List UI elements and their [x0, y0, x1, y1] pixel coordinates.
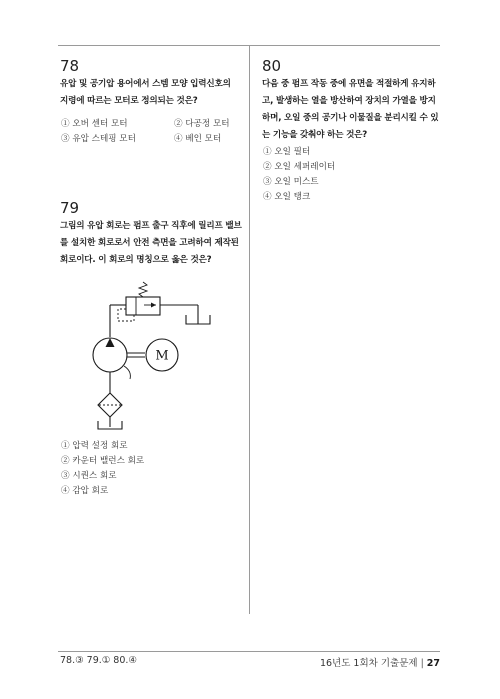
q79-option-1[interactable]: ① 압력 설정 회로 [61, 441, 128, 451]
filter-icon [98, 393, 122, 417]
q80-option-1[interactable]: ① 오일 필터 [263, 147, 311, 157]
q78-option-3[interactable]: ③ 유압 스테핑 모터 [61, 134, 136, 144]
q80-option-3[interactable]: ③ 오일 미스트 [263, 177, 319, 187]
relief-valve-body [126, 297, 160, 315]
page-footer [320, 655, 440, 669]
q80-number: 80 [262, 57, 282, 75]
page-number: 27 [426, 658, 440, 669]
column-divider [249, 46, 250, 614]
q78-option-2[interactable]: ② 다공정 모터 [174, 119, 230, 129]
q78-option-1[interactable]: ① 오버 센터 모터 [61, 119, 128, 129]
motor-label: M [155, 348, 169, 364]
hydraulic-circuit-diagram [60, 275, 230, 433]
q80-option-2[interactable]: ② 오일 세퍼레이터 [263, 162, 336, 172]
footer-separator: | [420, 658, 424, 669]
q79-stem: 그림의 유압 회로는 펌프 출구 직후에 릴리프 밸브를 설치한 회로로서 안전 측면을 고려하여 제작된 회로이다. 이 회로의 명칭으로 옳은 것은? [60, 221, 242, 265]
q78-option-4[interactable]: ④ 베인 모터 [174, 134, 222, 144]
q78-stem: 유압 및 공기압 용어에서 스템 모양 입력신호의 지령에 따르는 모터로 정의되는 것은? [60, 79, 231, 106]
q79-option-2[interactable]: ② 카운터 밸런스 회로 [61, 456, 145, 466]
q79-option-4[interactable]: ④ 감압 회로 [61, 486, 109, 496]
spring-icon [139, 282, 147, 297]
q78-number: 78 [60, 57, 80, 75]
section-title: 16년도 1회차 기출문제 [319, 658, 418, 669]
bottom-rule [58, 651, 440, 652]
q80-option-4[interactable]: ④ 오일 탱크 [263, 192, 311, 202]
q79-number: 79 [60, 199, 80, 217]
answer-key: 78.③ 79.① 80.④ [60, 655, 137, 666]
q80-stem: 다음 중 펌프 작동 중에 유면을 적절하게 유지하고, 발생하는 열을 방산하여 장치의 가열을 방지하며, 오일 중의 공기나 이물질을 분리시킬 수 있는 기능을 갖춰야 하는 것은? [262, 79, 439, 140]
q79-option-3[interactable]: ③ 시퀀스 회로 [61, 471, 117, 481]
